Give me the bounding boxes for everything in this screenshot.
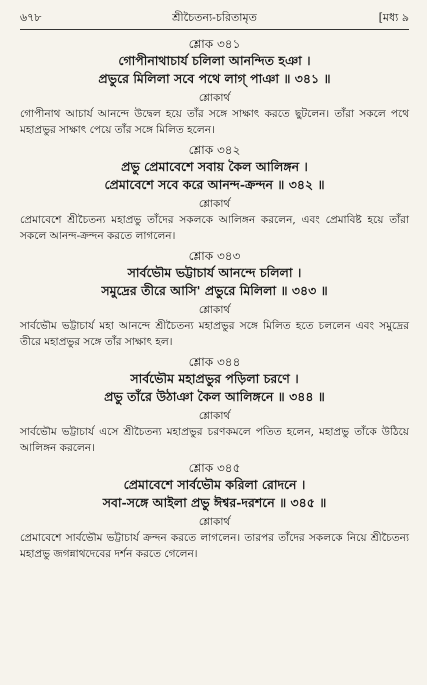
- verse-line: সার্বভৌম মহাপ্রভুর পড়িলা চরণে ।: [130, 371, 299, 386]
- section-label: [মধ্য ৯: [378, 11, 409, 24]
- verse-block-345: [20, 460, 409, 562]
- verse-line: প্রেমাবেশে সার্বভৌম করিলা রোদনে ।: [123, 477, 306, 492]
- translation-heading: শ্লোকার্থ: [198, 410, 231, 422]
- verse-line: প্রভু প্রেমাবেশে সবায় কৈল আলিঙ্গন ।: [121, 159, 308, 174]
- verse-line: প্রভুরে মিলিলা সবে পথে লাগ্‌ পাঞা ॥ ৩৪১ ॥: [98, 71, 331, 86]
- book-title: শ্রীচৈতন্য-চরিতামৃত: [172, 11, 257, 24]
- verse-block-344: [20, 354, 409, 456]
- translation-heading: শ্লোকার্থ: [198, 92, 231, 104]
- translation-text: গোপীনাথ আচার্য আনন্দে উদ্বেল হয়ে তাঁর সঙ্গে সাক্ষাৎ করতে ছুটলেন। তাঁরা সকলে পথে মহাপ্রভুর সাক্ষাৎ পেয়ে তাঁর সঙ্গে মিলিত হলেন।: [20, 108, 409, 136]
- verse-number: শ্লোক ৩৪৪: [188, 355, 241, 369]
- header-rule: [20, 29, 409, 30]
- verse-line: প্রেমাবেশে সবে করে আনন্দ-ক্রন্দন ॥ ৩৪২ ॥: [104, 177, 325, 192]
- verse-block-343: [20, 248, 409, 350]
- verse-block-341: [20, 36, 409, 138]
- translation-text: সার্বভৌম ভট্টাচার্য এসে শ্রীচৈতন্য মহাপ্রভুর চরণকমলে পতিত হলেন, মহাপ্রভু তাঁকে উঠিয়ে আলিঙ্গন করলেন।: [20, 426, 409, 454]
- translation-text: প্রেমাবেশে শ্রীচৈতন্য মহাপ্রভু তাঁদের সকলকে আলিঙ্গন করলেন, এবং প্রেমাবিষ্ট হয়ে তাঁরা সকলে আনন্দ-ক্রন্দন করতে লাগলেন।: [20, 214, 409, 242]
- verse-block-342: [20, 142, 409, 244]
- verse-line: সার্বভৌম ভট্টাচার্য আনন্দে চলিলা ।: [127, 265, 302, 280]
- translation-heading: শ্লোকার্থ: [198, 516, 231, 528]
- translation-text: সার্বভৌম ভট্টাচার্য মহা আনন্দে শ্রীচৈতন্য মহাপ্রভুর সঙ্গে মিলিত হতে চললেন এবং সমুদ্রের তীরে মহাপ্রভুর সঙ্গে তাঁর সাক্ষাৎ হল।: [20, 320, 409, 348]
- verse-line: সবা-সঙ্গে আইলা প্রভু ঈশ্বর-দরশনে ॥ ৩৪৫ ॥: [102, 495, 327, 510]
- verse-number: শ্লোক ৩৪৩: [188, 249, 241, 263]
- verse-line: প্রভু তাঁরে উঠাঞা কৈল আলিঙ্গনে ॥ ৩৪৪ ॥: [104, 389, 325, 404]
- verse-number: শ্লোক ৩৪৫: [188, 461, 241, 475]
- verse-number: শ্লোক ৩৪২: [188, 143, 241, 157]
- verse-line: সমুদ্রের তীরে আসি' প্রভুরে মিলিলা ॥ ৩৪৩ ॥: [101, 283, 328, 298]
- translation-heading: শ্লোকার্থ: [198, 304, 231, 316]
- verse-number: শ্লোক ৩৪১: [188, 37, 241, 51]
- page-number: ৬৭৮: [20, 11, 42, 24]
- running-header: [20, 8, 409, 28]
- translation-text: প্রেমাবেশে সার্বভৌম ভট্টাচার্য ক্রন্দন করতে লাগলেন। তারপর তাঁদের সকলকে নিয়ে শ্রীচৈতন্য মহাপ্রভু জগন্নাথদেবের দর্শন করতে গেলেন।: [20, 532, 409, 560]
- translation-heading: শ্লোকার্থ: [198, 198, 231, 210]
- verse-line: গোপীনাথাচার্য চলিলা আনন্দিত হঞা ।: [118, 53, 311, 68]
